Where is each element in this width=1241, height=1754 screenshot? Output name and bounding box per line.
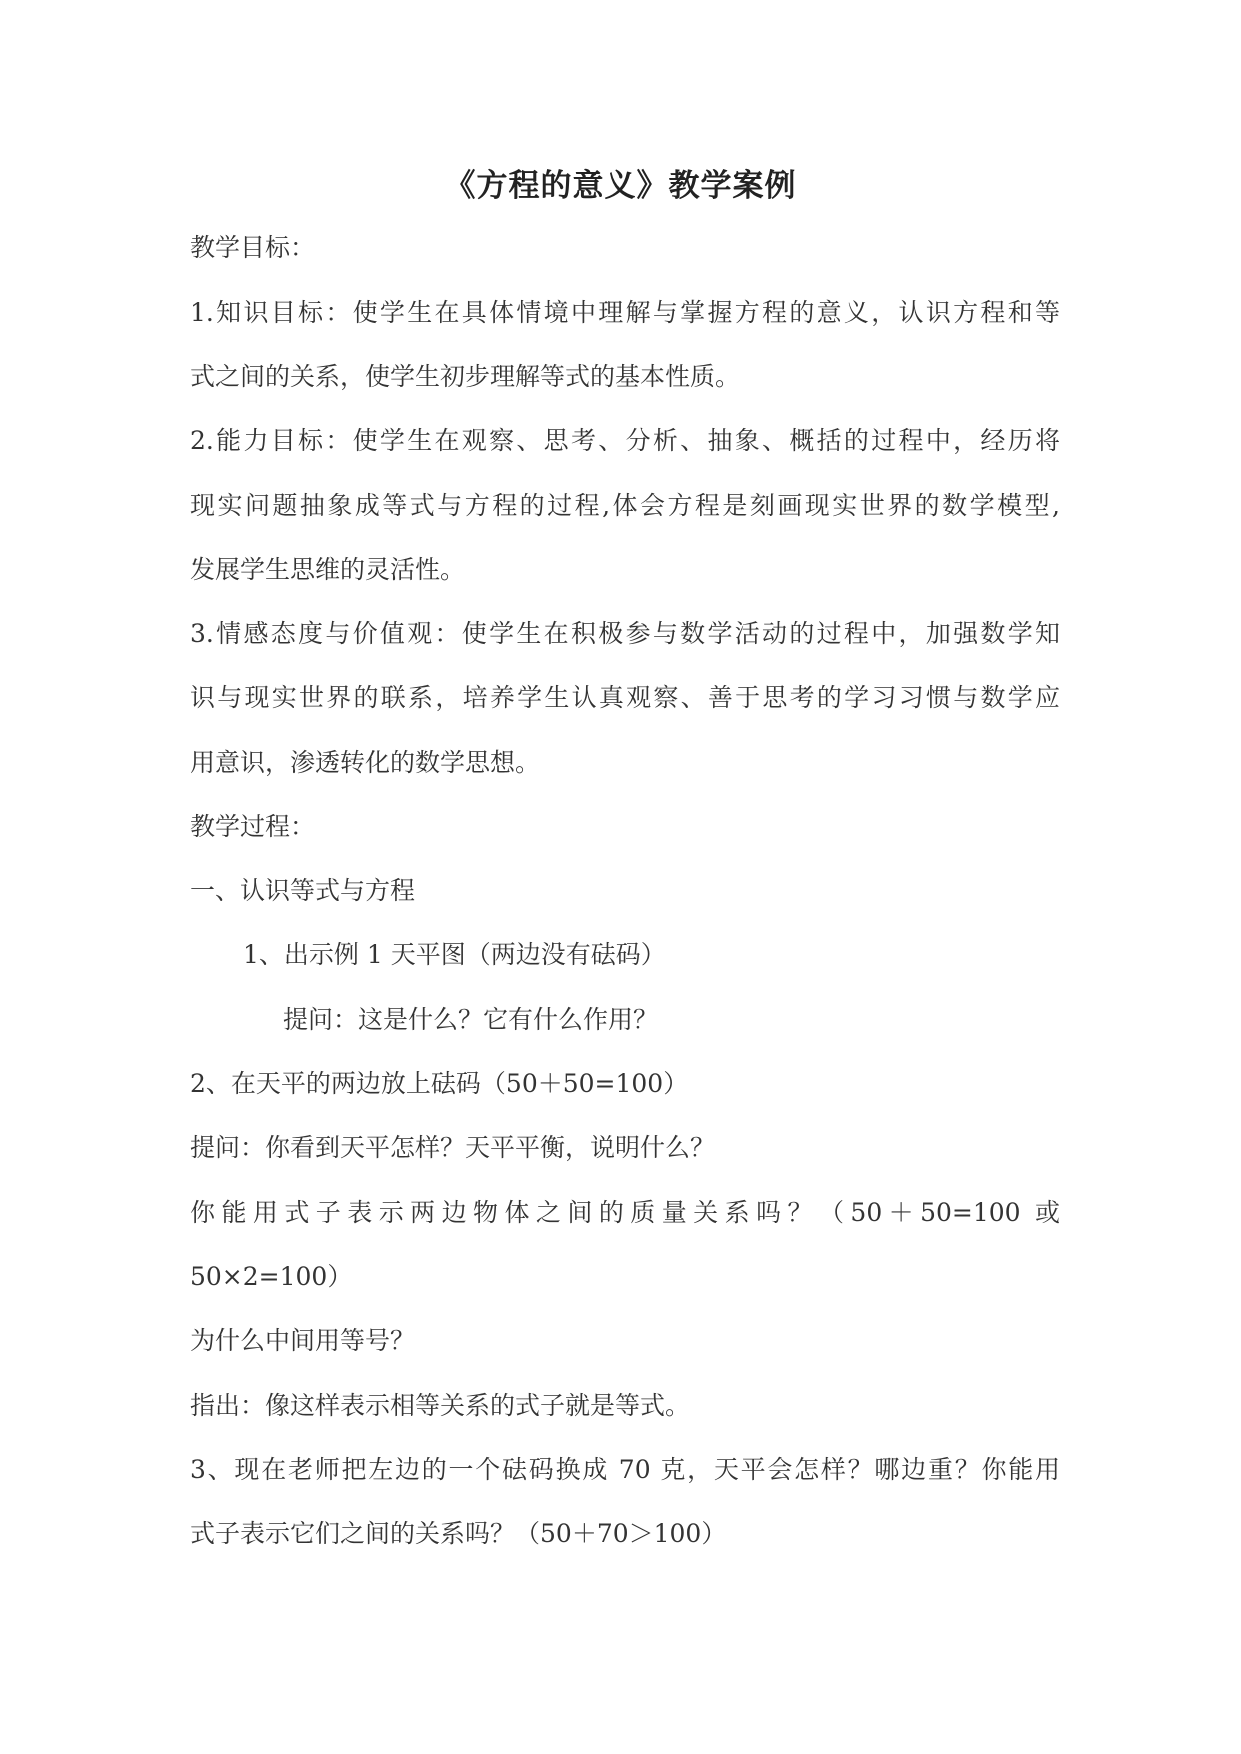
paragraph-line: 1、出示例 1 天平图（两边没有砝码） — [243, 940, 666, 969]
paragraph-line: 式子表示它们之间的关系吗？（50＋70＞100） — [190, 1519, 727, 1548]
paragraph-line: 用意识，渗透转化的数学思想。 — [190, 748, 541, 777]
paragraph-line: 提问：你看到天平怎样？天平平衡，说明什么？ — [190, 1133, 716, 1162]
paragraph-line: 3、现在老师把左边的一个砝码换成 70 克，天平会怎样？哪边重？你能用 — [190, 1455, 1060, 1484]
paragraph-line: 2.能力目标：使学生在观察、思考、分析、抽象、概括的过程中，经历将 — [190, 426, 1060, 455]
document-title: 《方程的意义》教学案例 — [444, 168, 797, 204]
paragraph-line: 1.知识目标：使学生在具体情境中理解与掌握方程的意义，认识方程和等 — [190, 298, 1060, 327]
paragraph-line: 2、在天平的两边放上砝码（50＋50=100） — [190, 1069, 689, 1098]
subsection-heading: 一、认识等式与方程 — [190, 876, 416, 905]
paragraph-line: 3.情感态度与价值观：使学生在积极参与数学活动的过程中，加强数学知 — [190, 619, 1060, 648]
paragraph-line: 式之间的关系，使学生初步理解等式的基本性质。 — [190, 362, 741, 391]
section-heading-process: 教学过程： — [190, 812, 316, 841]
paragraph-line: 发展学生思维的灵活性。 — [190, 555, 466, 584]
paragraph-line: 现实问题抽象成等式与方程的过程,体会方程是刻画现实世界的数学模型, — [190, 491, 1060, 520]
paragraph-line: 你能用式子表示两边物体之间的质量关系吗？（50＋50=100 或 — [190, 1198, 1060, 1227]
paragraph-line: 50×2=100） — [190, 1262, 353, 1291]
paragraph-line: 提问：这是什么？它有什么作用？ — [283, 1005, 659, 1034]
section-heading-objectives: 教学目标： — [190, 233, 316, 262]
paragraph-line: 为什么中间用等号？ — [190, 1326, 416, 1355]
paragraph-line: 指出：像这样表示相等关系的式子就是等式。 — [190, 1391, 691, 1420]
paragraph-line: 识与现实世界的联系，培养学生认真观察、善于思考的学习习惯与数学应 — [190, 683, 1060, 712]
